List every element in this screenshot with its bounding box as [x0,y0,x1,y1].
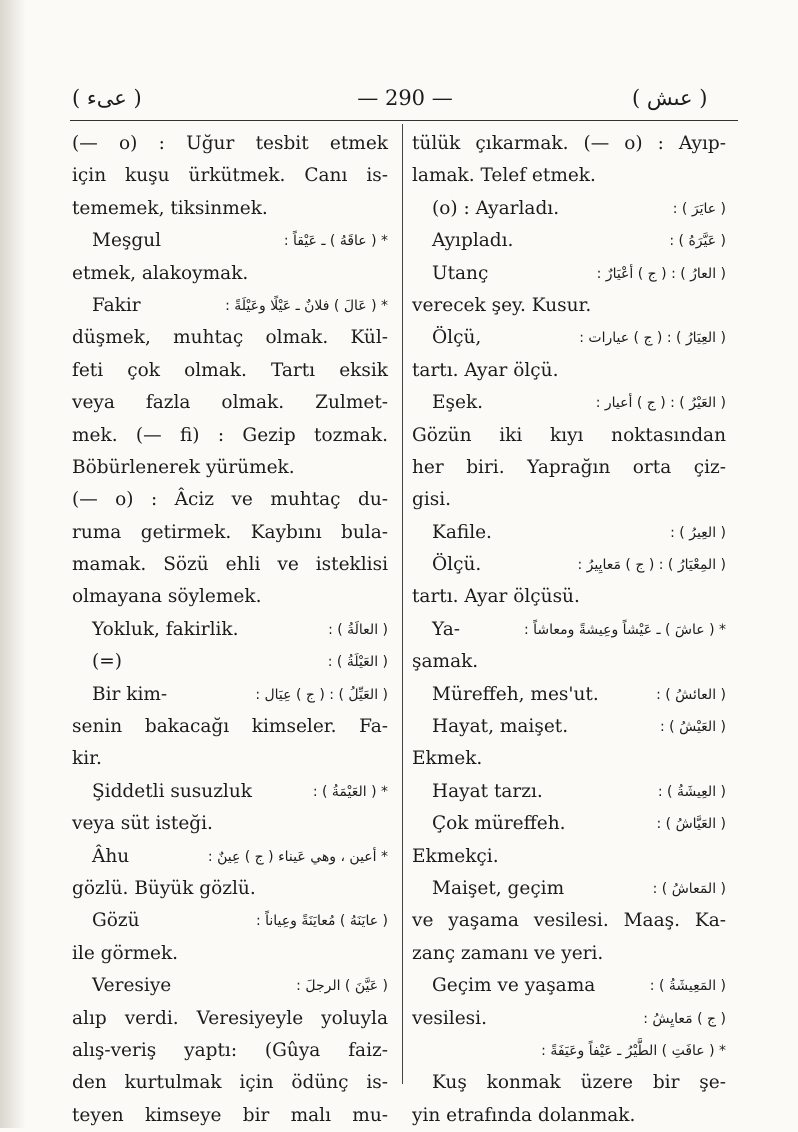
entry-line [72,128,388,160]
turkish-text: Yokluk, fakirlik. [92,618,239,640]
turkish-text: Ayıpladı. [432,230,514,252]
entry-line [72,160,388,192]
turkish-text: Geçim ve yaşama [432,975,596,997]
turkish-text: (=) [92,651,122,673]
turkish-text: Kuş konmak üzere bir şe- [432,1072,726,1094]
arabic-headword: ( العَيْرُ ) : ( ج ) أعيار : [595,395,726,412]
entry-line [412,614,726,646]
arabic-headword: ( عايَنَهُ ) مُعايَنَةً وعِياناً : [255,913,388,930]
turkish-text: mek. (— fi) : Gezip tozmak. [72,424,388,446]
arabic-headword: * ( عاقَهُ ) ـ عَيْقاً : [283,233,388,250]
entry-line [72,355,388,387]
turkish-text: tartı. Ayar ölçüsü. [412,586,580,608]
turkish-text: Hayat, maişet. [432,716,569,738]
entry-line [412,970,726,1002]
arabic-headword: ( المَعِيشَةُ ) : [649,978,726,995]
header-rule [70,120,738,121]
entry-line [412,258,726,290]
entry-line [412,841,726,873]
entry-line [412,160,726,192]
turkish-text: ve yaşama vesilesi. Maaş. Ka- [412,910,726,932]
turkish-text: Veresiye [92,975,172,997]
entry-line [72,970,388,1002]
entry-line [412,938,726,970]
turkish-text: Gözü [92,910,140,932]
entry-line [72,808,388,840]
entry-line [412,905,726,937]
entry-line [72,420,388,452]
turkish-text: alış-veriş yaptı: (Gûya faiz- [72,1039,388,1061]
turkish-text: Utanç [432,262,489,284]
entry-line [412,290,726,322]
turkish-text: yin etrafında dolanmak. [412,1104,636,1126]
entry-line [412,517,726,549]
turkish-text: düşmek, muhtaç olmak. Kül- [72,327,388,349]
arabic-headword: ( العَيِّلُ ) : ( ج ) عِيَال : [255,686,388,703]
arabic-headword: ( العائشُ ) : [656,686,726,703]
turkish-text: Müreffeh, mes'ut. [432,683,599,705]
entry-line [412,420,726,452]
entry-line [412,679,726,711]
right-column [412,128,726,1132]
turkish-text: Bir kim- [92,683,168,705]
arabic-headword: * ( عاشَ ) ـ عَيْشاً وعِيشةً ومعاشاً : [524,621,726,638]
turkish-text: Eşek. [432,392,484,414]
turkish-text: Ölçü. [432,554,482,576]
entry-line [72,743,388,775]
entry-line [412,581,726,613]
arabic-headword: ( عَيَّنَ ) الرجلَ : [296,978,388,995]
arabic-headword: ( المِعْيَارُ ) : ( ج ) مَعايِيرُ : [577,557,726,574]
turkish-text: senin bakacağı kimseler. Fa- [72,716,388,738]
arabic-headword: ( العِيَارُ ) : ( ج ) عيارات : [579,330,726,347]
turkish-text: (— o) : Uğur tesbit etmek [72,133,388,154]
entry-line [412,225,726,257]
turkish-text: gisi. [412,489,452,511]
entry-line [72,905,388,937]
turkish-text: Maişet, geçim [432,877,565,899]
entry-line [72,193,388,225]
turkish-text: feti çok olmak. Tartı eksik [72,359,388,381]
turkish-text: her biri. Yaprağın orta çiz- [412,456,726,478]
turkish-text: etmek, alakoymak. [72,262,249,284]
turkish-text: Âhu [92,845,130,867]
page-number: — 290 — [357,86,453,110]
entry-line [72,517,388,549]
header-left-root: ( عىء ) [72,86,142,110]
arabic-headword: ( عايَرَ ) : [672,200,726,217]
arabic-headword: ( العِيرُ ) : [670,524,726,541]
turkish-text: Ekmekçi. [412,845,499,867]
turkish-text: şamak. [412,651,479,673]
entry-line [412,1003,726,1035]
turkish-text: zanç zamanı ve yeri. [412,942,604,964]
entry-line [72,938,388,970]
turkish-text: den kurtulmak için ödünç is- [72,1072,388,1094]
turkish-text: alıp verdi. Veresiyeyle yoluyla [72,1007,388,1029]
turkish-text: tartı. Ayar ölçü. [412,359,559,381]
turkish-text: tülük çıkarmak. (— o) : Ayıp- [412,133,726,154]
entry-line [72,581,388,613]
column-divider [402,124,403,1084]
turkish-text: veya süt isteği. [72,813,213,835]
turkish-text: Fakir [92,294,141,316]
arabic-headword: ( العَيْشُ ) : [660,719,726,736]
turkish-text: (— o) : Âciz ve muhtaç du- [72,489,388,511]
arabic-headword: * ( العَيْمَةُ ) : [312,783,388,800]
turkish-text: teyen kimseye bir malı mu- [72,1104,388,1126]
entry-line [412,549,726,581]
arabic-headword: ( العَيَّاشُ ) : [656,816,726,833]
turkish-text: Meşgul [92,230,162,252]
entry-line [72,290,388,322]
turkish-text: verecek şey. Kusur. [412,294,592,316]
turkish-text: mamak. Sözü ehli ve isteklisi [72,554,388,576]
page-edge-shadow [0,0,26,1128]
turkish-text: Çok müreffeh. [432,813,566,835]
turkish-text: ruma getirmek. Kaybını bula- [72,521,388,543]
turkish-text: olmayana söylemek. [72,586,262,608]
entry-line [72,873,388,905]
turkish-text: (o) : Ayarladı. [432,197,560,219]
arabic-headword: ( العارُ ) : ( ج ) أعْيَارٌ : [596,265,726,282]
arabic-headword: ( العالَةُ ) : [328,621,388,638]
turkish-text: veya fazla olmak. Zulmet- [72,392,388,414]
turkish-text: Kafile. [432,521,492,543]
entry-line [412,322,726,354]
entry-line [72,614,388,646]
turkish-text: Böbürlenerek yürümek. [72,456,295,478]
left-column [72,128,388,1132]
entry-line [412,387,726,419]
entry-line [412,1035,726,1067]
arabic-headword: * ( عافَتِ ) الطَّيْرُ ـ عَيْفاً وعَيَفَةً : [541,1042,726,1059]
entry-line [412,355,726,387]
entry-line [72,1100,388,1132]
turkish-text: gözlü. Büyük gözlü. [72,877,256,899]
turkish-text: kir. [72,748,102,770]
entry-line [72,484,388,516]
turkish-text: Ekmek. [412,748,483,770]
entry-line [412,128,726,160]
entry-line [412,193,726,225]
turkish-text: ile görmek. [72,942,179,964]
entry-line [72,1067,388,1099]
turkish-text: vesilesi. [412,1007,487,1029]
arabic-headword: ( المَعاشُ ) : [652,880,726,897]
entry-line [72,841,388,873]
arabic-headword: * أعين ، وهي عَيناء ( ج ) عِينٌ : [207,848,388,865]
turkish-text: için kuşu ürkütmek. Canı is- [72,165,388,187]
arabic-headword: ( العَيْلَةُ ) : [327,654,388,671]
entry-line [412,484,726,516]
entry-line [412,711,726,743]
entry-line [412,808,726,840]
entry-line [72,452,388,484]
entry-line [412,452,726,484]
entry-line [72,387,388,419]
entry-line [72,549,388,581]
arabic-headword: * ( عَالَ ) فلانٌ ـ عَيْلًا وعَيْلَةً : [225,297,388,314]
entry-line [72,776,388,808]
entry-line [72,225,388,257]
arabic-headword: ( العِيشَةُ ) : [657,783,726,800]
turkish-text: Gözün iki kıyı noktasından [412,424,726,446]
entry-line [72,322,388,354]
entry-line [412,1100,726,1132]
turkish-text: tememek, tiksinmek. [72,197,268,219]
turkish-text: Şiddetli susuzluk [92,780,252,802]
entry-line [72,258,388,290]
turkish-text: Ya- [432,618,461,640]
entry-line [412,646,726,678]
entry-line [72,1035,388,1067]
turkish-text: Ölçü, [432,327,482,349]
entry-line [72,711,388,743]
arabic-headword: ( عَيَّرَهُ ) : [669,233,726,250]
entry-line [412,743,726,775]
entry-line [412,1067,726,1099]
turkish-text: lamak. Telef etmek. [412,165,596,187]
entry-line [72,1003,388,1035]
entry-line [412,776,726,808]
header-right-root: ( عىش ) [632,86,708,110]
turkish-text: Hayat tarzı. [432,780,543,802]
entry-line [412,873,726,905]
entry-line [72,679,388,711]
entry-line [72,646,388,678]
arabic-headword: ( ج ) مَعايِشُ : [643,1010,726,1027]
